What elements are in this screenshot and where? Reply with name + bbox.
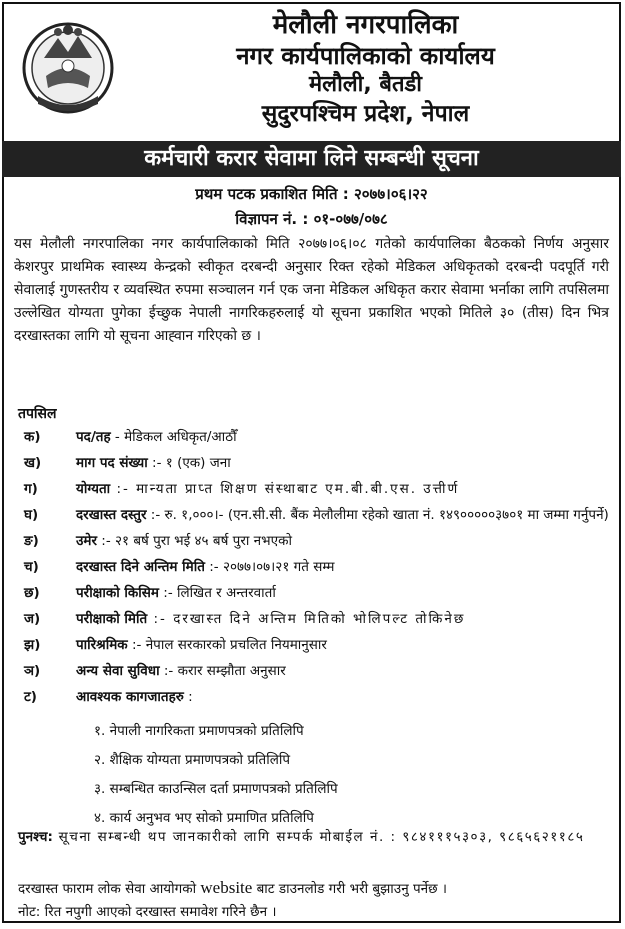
item-marker: ख) xyxy=(24,455,42,471)
intro-paragraph: यस मेलौली नगरपालिका नगर कार्यपालिकाको मिति २०७७।०६।०८ गतेको कार्यपालिका बैठकको निर्णय अनुसार केशरपुर प्राथमिक स्वास्थ्य केन्द्रको स्वीकृत दरबन्दी अनुसार रिक्त रहेको मेडिकल अधिकृतको दरबन्दी पदपूर्ति गरी सेवालाई गुणस्तरीय र व्यवस्थित रुपमा सञ्चालन गर्न एक जना मेडिकल अधिकृत करार सेवामा भर्नाका लागि तपसिलमा उल्लेखित योग्यता पुगेका ईच्छुक नेपाली नागरिकहरुलाई यो सूचना प्रकाशित भएको मितिले ३० (तीस) दिन भित्र दरखास्तका लागि यो सूचना आह्‍वान गरिएको छ । xyxy=(14,236,609,344)
item-text: :- रु. १,०००।- (एन.सी.सी. बैंक मेलौलीमा रहेको खाता नं. १४९०००००३७०१ मा जम्मा गर्नुपर्ने) xyxy=(146,507,609,523)
postscript-label: पुनश्च: xyxy=(18,829,53,845)
list-item xyxy=(24,608,611,630)
item-text: :- नेपाल सरकारको प्रचलित नियमानुसार xyxy=(127,637,327,653)
advertisement-number xyxy=(4,209,619,229)
list-item xyxy=(24,582,611,604)
item-text: :- करार सम्झौता अनुसार xyxy=(159,663,286,679)
document-item: १. नेपाली नागरिकता प्रमाणपत्रको प्रतिलिपि xyxy=(94,723,304,739)
item-label: परीक्षाको मिति xyxy=(76,611,148,627)
website-word: website xyxy=(200,878,253,897)
details-heading: तपसिल xyxy=(18,406,57,422)
publication-date-value: २०७७।०६।२२ xyxy=(353,185,428,203)
publication-date-label: प्रथम पटक प्रकाशित मिति : xyxy=(195,185,349,203)
item-label: माग पद संख्या xyxy=(76,455,148,471)
document-item: ४. कार्य अनुभव भए सोको प्रमाणित प्रतिलिपि xyxy=(94,810,314,826)
required-documents xyxy=(94,720,338,836)
list-item xyxy=(24,504,611,526)
list-item xyxy=(24,452,611,474)
item-text: :- १ (एक) जना xyxy=(147,455,231,471)
list-item xyxy=(24,660,611,682)
list-item xyxy=(24,634,611,656)
item-text: :- २१ बर्ष पुरा भई ४५ बर्ष पुरा नभएको xyxy=(97,533,292,549)
publication-date xyxy=(4,184,619,204)
item-label: पारिश्रमिक xyxy=(76,637,128,653)
province-name: सुदुरपश्चिम प्रदेश, नेपाल xyxy=(261,101,470,127)
item-text: :- दरखास्त दिने अन्तिम मितिको भोलिपल्ट तोकिनेछ xyxy=(147,611,466,627)
item-label: पद/तह xyxy=(76,429,111,445)
item-text: - मेडिकल अधिकृत/आठौँ xyxy=(110,429,237,445)
office-location: मेलौली, बैतडी xyxy=(309,72,422,97)
list-item xyxy=(24,686,611,708)
list-item xyxy=(24,556,611,578)
form-note-pre: दरखास्त फाराम लोक सेवा आयोगको xyxy=(18,881,201,897)
item-label: दरखास्त दस्तुर xyxy=(76,507,147,523)
list-item xyxy=(24,426,611,448)
item-marker: ग) xyxy=(24,481,38,497)
advertisement-number-label: विज्ञापन नं. : xyxy=(235,210,309,228)
incomplete-application-note: नोट: रित नपुगी आएको दरखास्त समावेश गरिने छैन । xyxy=(18,904,277,920)
item-label: अन्य सेवा सुविधा xyxy=(76,663,160,679)
item-marker: च) xyxy=(24,559,39,575)
item-marker: ञ) xyxy=(24,663,41,679)
item-label: दरखास्त दिने अन्तिम मिति xyxy=(76,559,205,575)
item-text: :- २०७७।०७।२१ गते सम्म xyxy=(204,559,335,575)
details-list xyxy=(24,426,611,712)
form-download-note xyxy=(18,877,609,900)
municipality-name: मेलौली नगरपालिका xyxy=(272,10,459,40)
item-text: :- मान्यता प्राप्त शिक्षण संस्थाबाट एम.बी.बी.एस. उत्तीर्ण xyxy=(110,481,460,497)
notice-page xyxy=(2,2,621,923)
document-item: २. शैक्षिक योग्यता प्रमाणपत्रको प्रतिलिपि xyxy=(94,752,291,768)
item-text: :- लिखित र अन्तरवार्ता xyxy=(159,585,276,601)
item-label: उमेर xyxy=(76,533,97,549)
item-marker: ङ) xyxy=(24,533,39,549)
advertisement-number-value: ०१-०७७/०७८ xyxy=(313,210,388,228)
item-marker: ज) xyxy=(24,611,41,627)
list-item xyxy=(24,530,611,552)
form-note-post: बाट डाउनलोड गरी भरी बुझाउनु पर्नेछ । xyxy=(252,881,448,897)
letterhead xyxy=(4,4,619,139)
notice-title: कर्मचारी करार सेवामा लिने सम्बन्धी सूचना xyxy=(2,141,621,177)
item-marker: झ) xyxy=(24,637,41,653)
list-item xyxy=(24,478,611,500)
postscript-text: सूचना सम्बन्धी थप जानकारीको लागि सम्पर्क मोबाईल नं. : ९८४१११५३०३, ९८६५६२११८५ xyxy=(52,829,585,845)
item-text: : xyxy=(183,689,193,705)
item-marker: ट) xyxy=(24,689,37,705)
document-item: ३. सम्बन्धित काउन्सिल दर्ता प्रमाणपत्रको प्रतिलिपि xyxy=(94,781,338,797)
item-label: आवश्यक कागजातहरु xyxy=(76,689,184,705)
postscript xyxy=(18,826,609,848)
item-marker: क) xyxy=(24,429,41,445)
item-marker: घ) xyxy=(24,507,39,523)
office-name: नगर कार्यपालिकाको कार्यालय xyxy=(236,42,495,70)
letterhead-text xyxy=(122,10,609,126)
item-label: परीक्षाको किसिम xyxy=(76,585,159,601)
item-marker: छ) xyxy=(24,585,40,601)
item-label: योग्यता xyxy=(76,481,111,497)
nepal-emblem-icon xyxy=(18,18,118,118)
